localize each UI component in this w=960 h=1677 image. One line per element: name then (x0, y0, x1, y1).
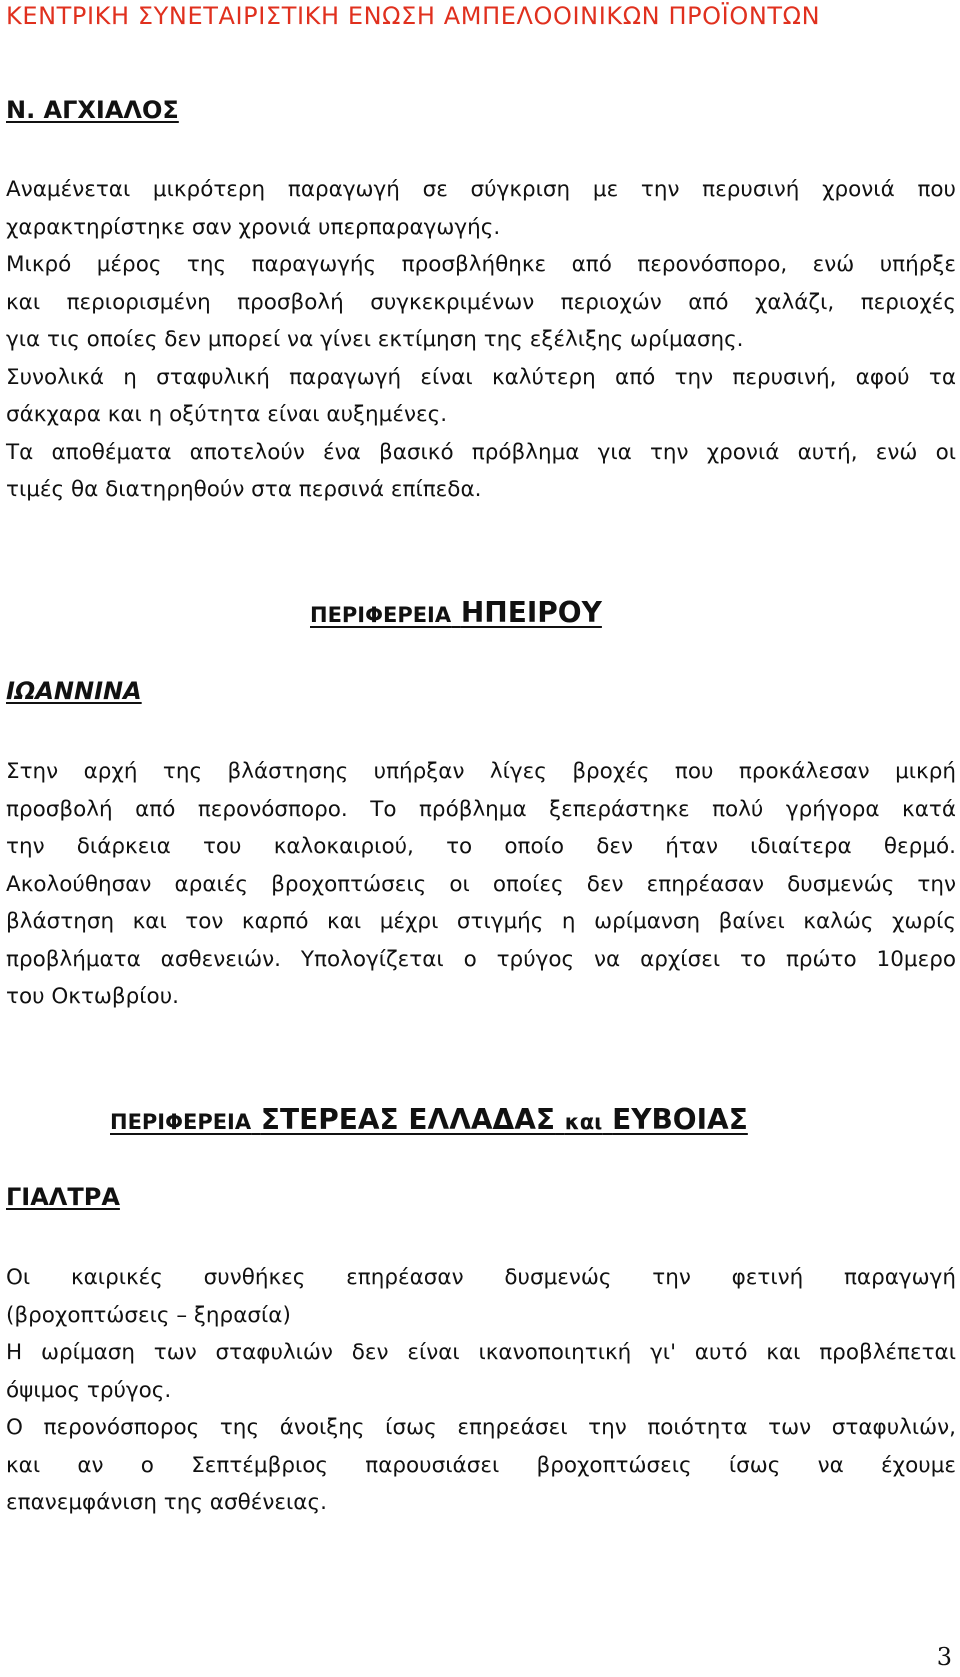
text-line: σάκχαρα και η οξύτητα είναι αυξημένες. (6, 402, 448, 427)
text-line: Ο περονόσπορος της άνοιξης ίσως επηρεάσει την ποιότητα των σταφυλιών, (6, 1415, 956, 1440)
text-line: τιμές θα διατηρηθούν στα περσινά επίπεδα. (6, 477, 482, 502)
text-line: επανεμφάνιση της ασθένειας. (6, 1490, 327, 1515)
paragraph-anchialos (6, 171, 956, 509)
section-title-anchialos: Ν. ΑΓΧΙΑΛΟΣ (6, 96, 179, 124)
text-line: Ακολούθησαν αραιές βροχοπτώσεις οι οποίες δεν επηρέασαν δυσμενώς την (6, 871, 956, 897)
text-line: όψιμος τρύγος. (6, 1377, 172, 1403)
text-line: Μικρό μέρος της παραγωγής προσβλήθηκε από περονόσπορο, ενώ υπήρξε (6, 252, 956, 277)
text-line: βλάστηση και τον καρπό και μέχρι στιγμής η ωρίμανση βαίνει καλώς χωρίς (6, 909, 956, 934)
region-heading-sterea (110, 1103, 748, 1136)
region-connector: και (564, 1110, 603, 1134)
text-line: Στην αρχή της βλάστησης υπήρξαν λίγες βροχές που προκάλεσαν μικρή (6, 759, 956, 784)
text-line: χαρακτηρίστηκε σαν χρονιά υπερπαραγωγής. (6, 214, 501, 240)
region-heading-epirus (310, 596, 602, 629)
text-line: (βροχοπτώσεις – ξηρασία) (6, 1302, 291, 1328)
region-label: ΠΕΡΙΦΕΡΕΙΑ (310, 603, 452, 627)
text-line: την διάρκεια του καλοκαιριού, το οποίο δεν ήταν ιδιαίτερα θερμό. (6, 834, 956, 859)
text-line: προσβολή από περονόσπορο. Το πρόβλημα ξεπεράστηκε πολύ γρήγορα κατά (6, 796, 956, 822)
region-label: ΠΕΡΙΦΕΡΕΙΑ (110, 1110, 252, 1134)
region-name: ΣΤΕΡΕΑΣ ΕΛΛΑΔΑΣ (260, 1103, 556, 1136)
text-line: του Οκτωβρίου. (6, 984, 179, 1009)
text-line: Οι καιρικές συνθήκες επηρέασαν δυσμενώς την φετινή παραγωγή (6, 1265, 956, 1290)
text-line: Συνολικά η σταφυλική παραγωγή είναι καλύτερη από την περυσινή, αφού τα (6, 364, 956, 390)
section-title-ioannina: ΙΩΑΝΝΙΝΑ (6, 677, 142, 705)
text-line: Η ωρίμαση των σταφυλιών δεν είναι ικανοποιητική γι' αυτό και προβλέπεται (6, 1340, 956, 1365)
text-line: Τα αποθέματα αποτελούν ένα βασικό πρόβλημα για την χρονιά αυτή, ενώ οι (6, 439, 956, 465)
paragraph-gialtra (6, 1259, 956, 1522)
region-name: ΗΠΕΙΡΟΥ (460, 596, 602, 629)
document-header: ΚΕΝΤΡΙΚΗ ΣΥΝΕΤΑΙΡΙΣΤΙΚΗ ΕΝΩΣΗ ΑΜΠΕΛΟΟΙΝΙΚΩΝ ΠΡΟΪΟΝΤΩΝ (6, 2, 821, 30)
section-title-gialtra: ΓΙΑΛΤΡΑ (6, 1183, 120, 1211)
page-number: 3 (936, 1643, 952, 1671)
text-line: για τις οποίες δεν μπορεί να γίνει εκτίμηση της εξέλιξης ωρίμασης. (6, 327, 744, 352)
text-line: προβλήματα ασθενειών. Υπολογίζεται ο τρύγος να αρχίσει το πρώτο 10μερο (6, 946, 956, 972)
text-line: και αν ο Σεπτέμβριος παρουσιάσει βροχοπτώσεις ίσως να έχουμε (6, 1452, 956, 1478)
text-line: και περιορισμένη προσβολή συγκεκριμένων περιοχών από χαλάζι, περιοχές (6, 289, 956, 315)
text-line: Αναμένεται μικρότερη παραγωγή σε σύγκριση με την περυσινή χρονιά που (6, 177, 956, 202)
paragraph-ioannina (6, 753, 956, 1016)
region-name-2: ΕΥΒΟΙΑΣ (612, 1103, 748, 1136)
